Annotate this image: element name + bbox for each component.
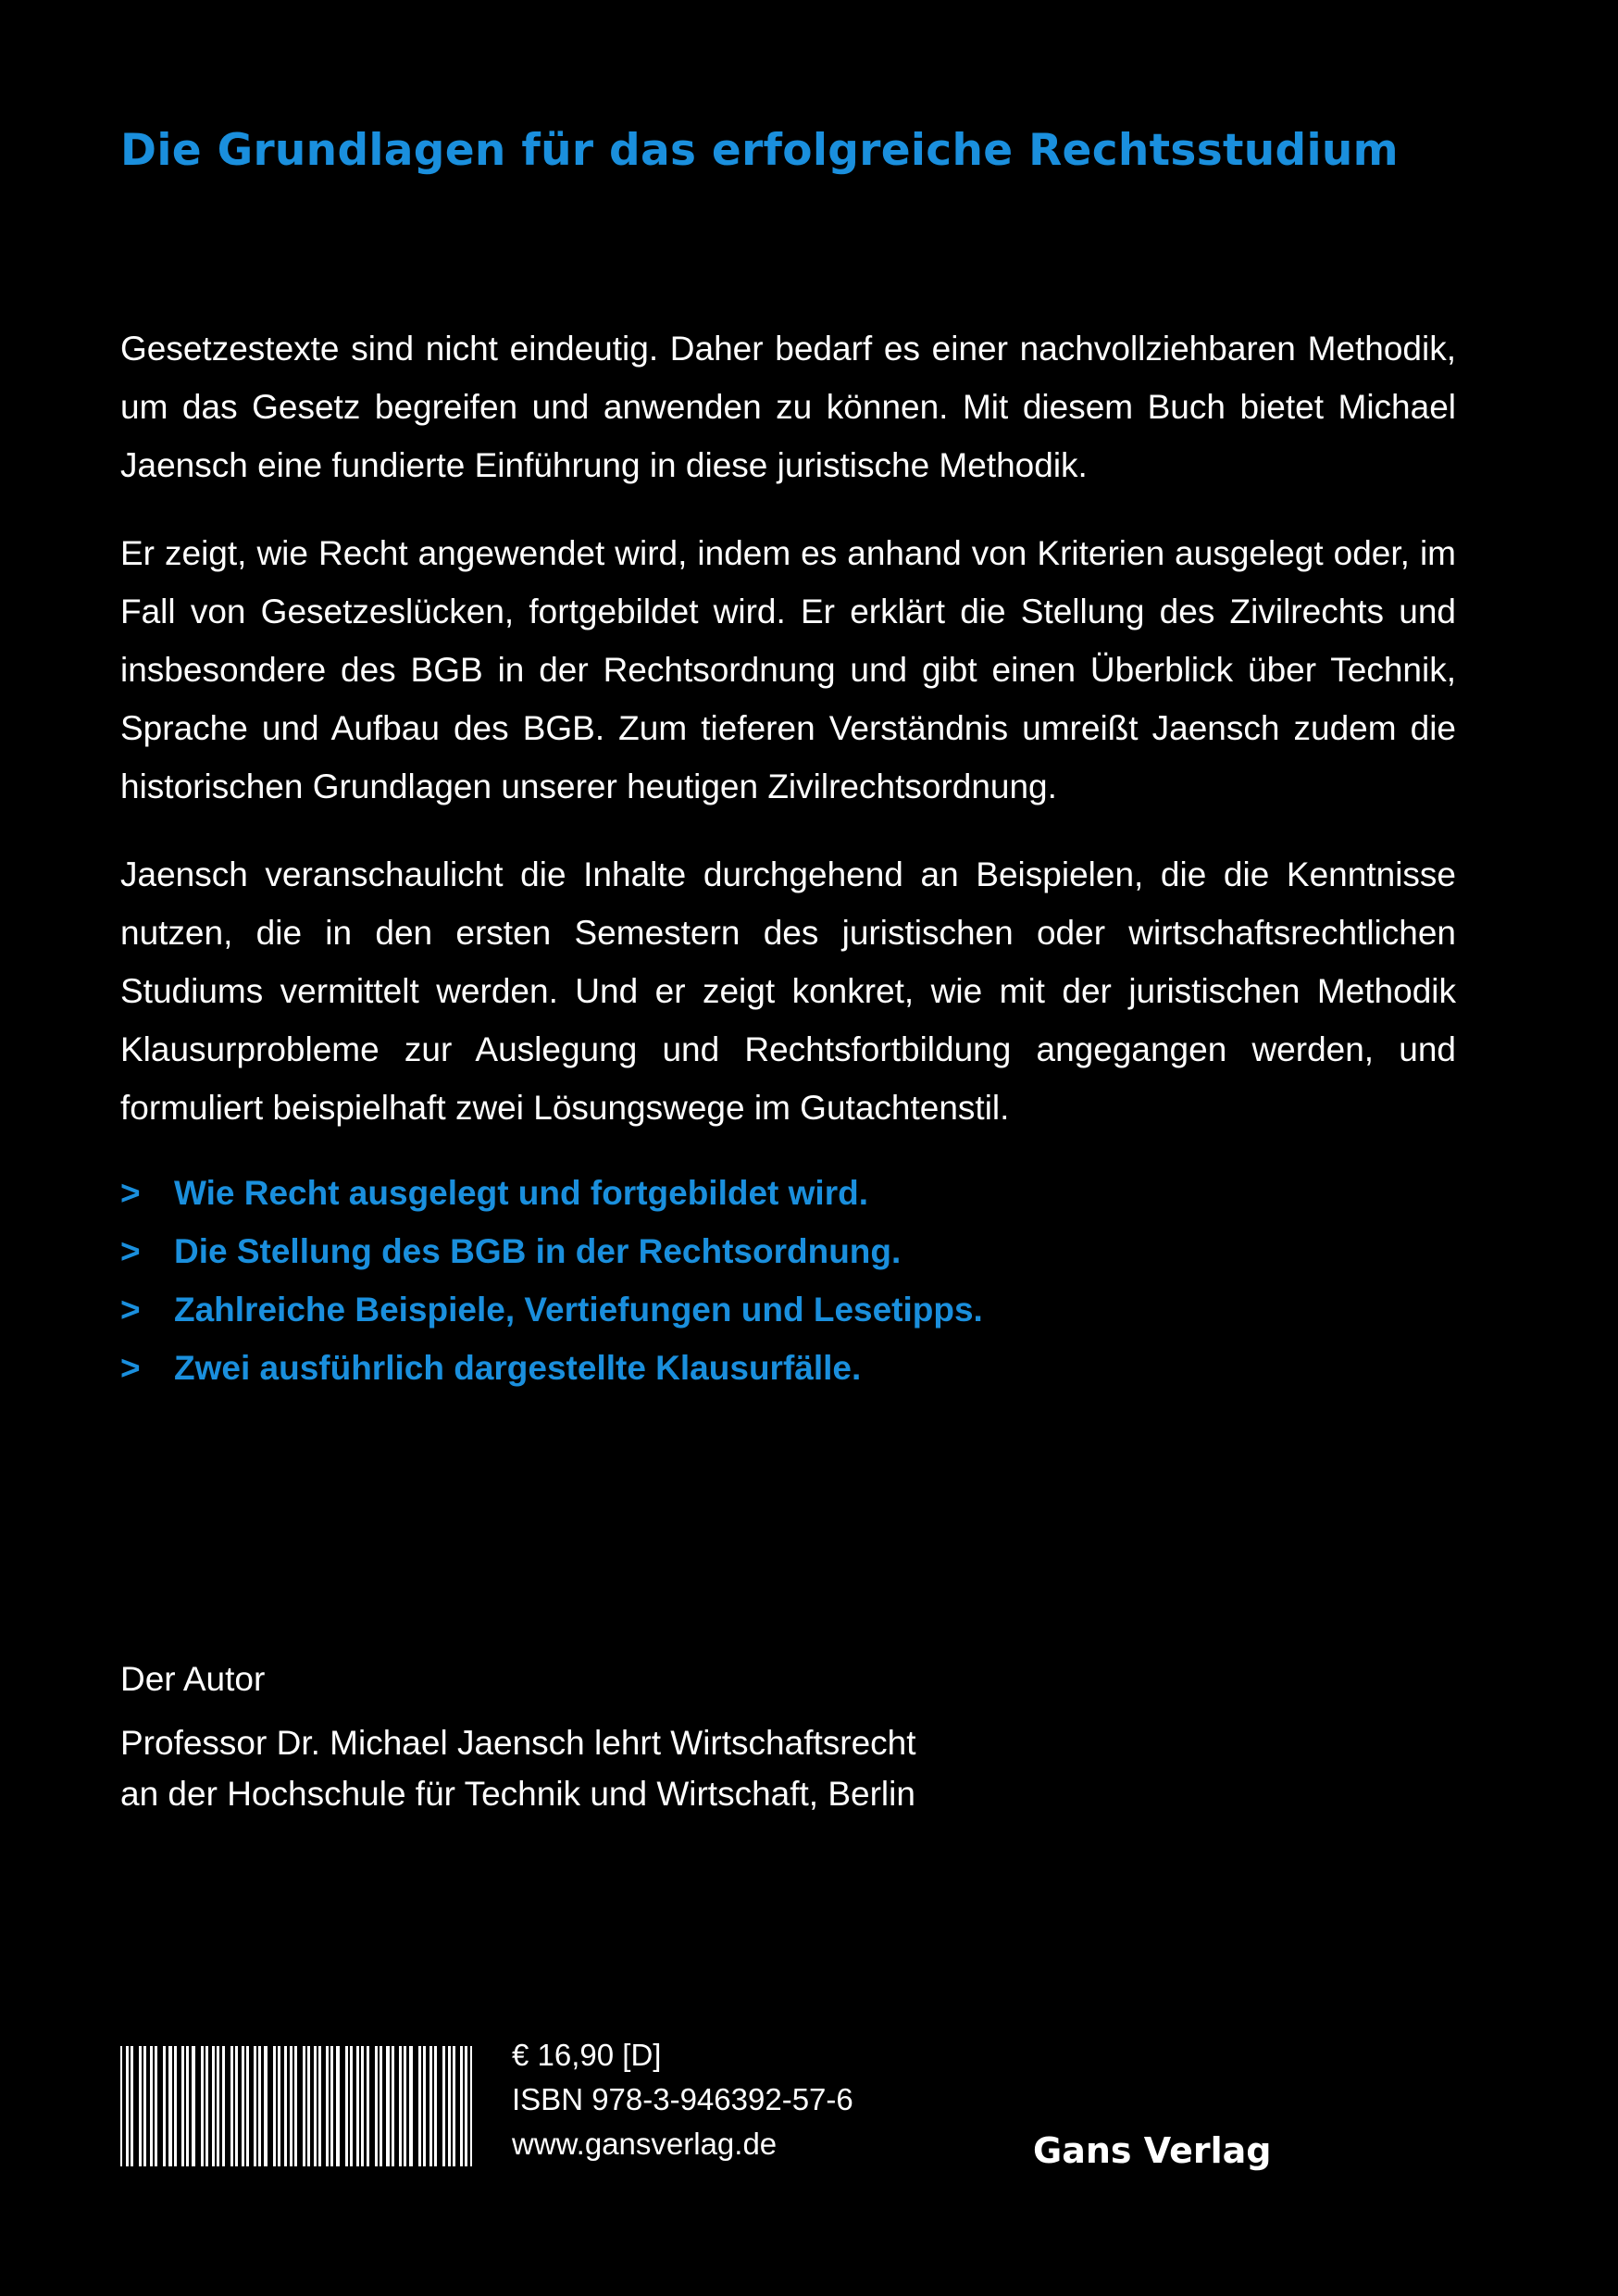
author-section [120, 1650, 1231, 1819]
headline: Die Grundlagen für das erfolgreiche Rechtsstudium [120, 125, 1399, 176]
imprint [512, 2033, 853, 2166]
isbn: ISBN 978-3-946392-57-6 [512, 2082, 853, 2116]
author-bio-line: an der Hochschule für Technik und Wirtschaft, Berlin [120, 1775, 915, 1813]
chevron-right-icon: > [120, 1174, 141, 1212]
feature-text: Wie Recht ausgelegt und fortgebildet wird. [174, 1174, 868, 1212]
publisher-logo: Gans Verlag [1033, 2130, 1272, 2171]
feature-item [120, 1164, 1416, 1222]
price: € 16,90 [D] [512, 2038, 662, 2072]
website-link[interactable]: www.gansverlag.de [512, 2127, 778, 2161]
feature-item [120, 1222, 1416, 1280]
feature-text: Zwei ausführlich dargestellte Klausurfälle. [174, 1349, 862, 1387]
author-bio [120, 1717, 1231, 1819]
description-paragraph: Er zeigt, wie Recht angewendet wird, indem es anhand von Kriterien ausgelegt oder, im Fall von Gesetzeslücken, fortgebildet wird. Er erklärt die Stellung des Zivilrechts und insbesondere des BGB in der Rechtsordnung und gibt einen Überblick über Technik, Sprache und Aufbau des BGB. Zum tieferen Verständnis umreißt Jaensch zudem die historischen Grundlagen unserer heutigen Zivilrechtsordnung. [120, 534, 1456, 805]
chevron-right-icon: > [120, 1349, 141, 1387]
feature-list [120, 1164, 1416, 1397]
description-paragraph: Gesetzestexte sind nicht eindeutig. Daher bedarf es einer nachvollziehbaren Methodik, um das Gesetz begreifen und anwenden zu können. Mit diesem Buch bietet Michael Jaensch eine fundierte Einführung in diese juristische Methodik. [120, 330, 1456, 484]
description-paragraph: Jaensch veranschaulicht die Inhalte durchgehend an Beispielen, die die Kenntnisse nutzen, die in den ersten Semestern des juristischen oder wirtschaftsrechtlichen Studiums vermittelt werden. Und er zeigt konkret, wie mit der juristischen Methodik Klausurprobleme zur Auslegung und Rechtsfortbildung angegangen werden, und formuliert beispielhaft zwei Lösungswege im Gutachtenstil. [120, 855, 1456, 1127]
author-bio-line: Professor Dr. Michael Jaensch lehrt Wirtschaftsrecht [120, 1724, 916, 1762]
feature-item [120, 1339, 1416, 1397]
chevron-right-icon: > [120, 1232, 141, 1270]
barcode [120, 2046, 472, 2166]
feature-text: Zahlreiche Beispiele, Vertiefungen und Lesetipps. [174, 1291, 983, 1329]
description [120, 319, 1456, 1167]
chevron-right-icon: > [120, 1291, 141, 1329]
author-heading: Der Autor [120, 1660, 266, 1698]
feature-item [120, 1280, 1416, 1339]
barcode-graphic [120, 2046, 472, 2166]
feature-text: Die Stellung des BGB in der Rechtsordnung. [174, 1232, 902, 1270]
